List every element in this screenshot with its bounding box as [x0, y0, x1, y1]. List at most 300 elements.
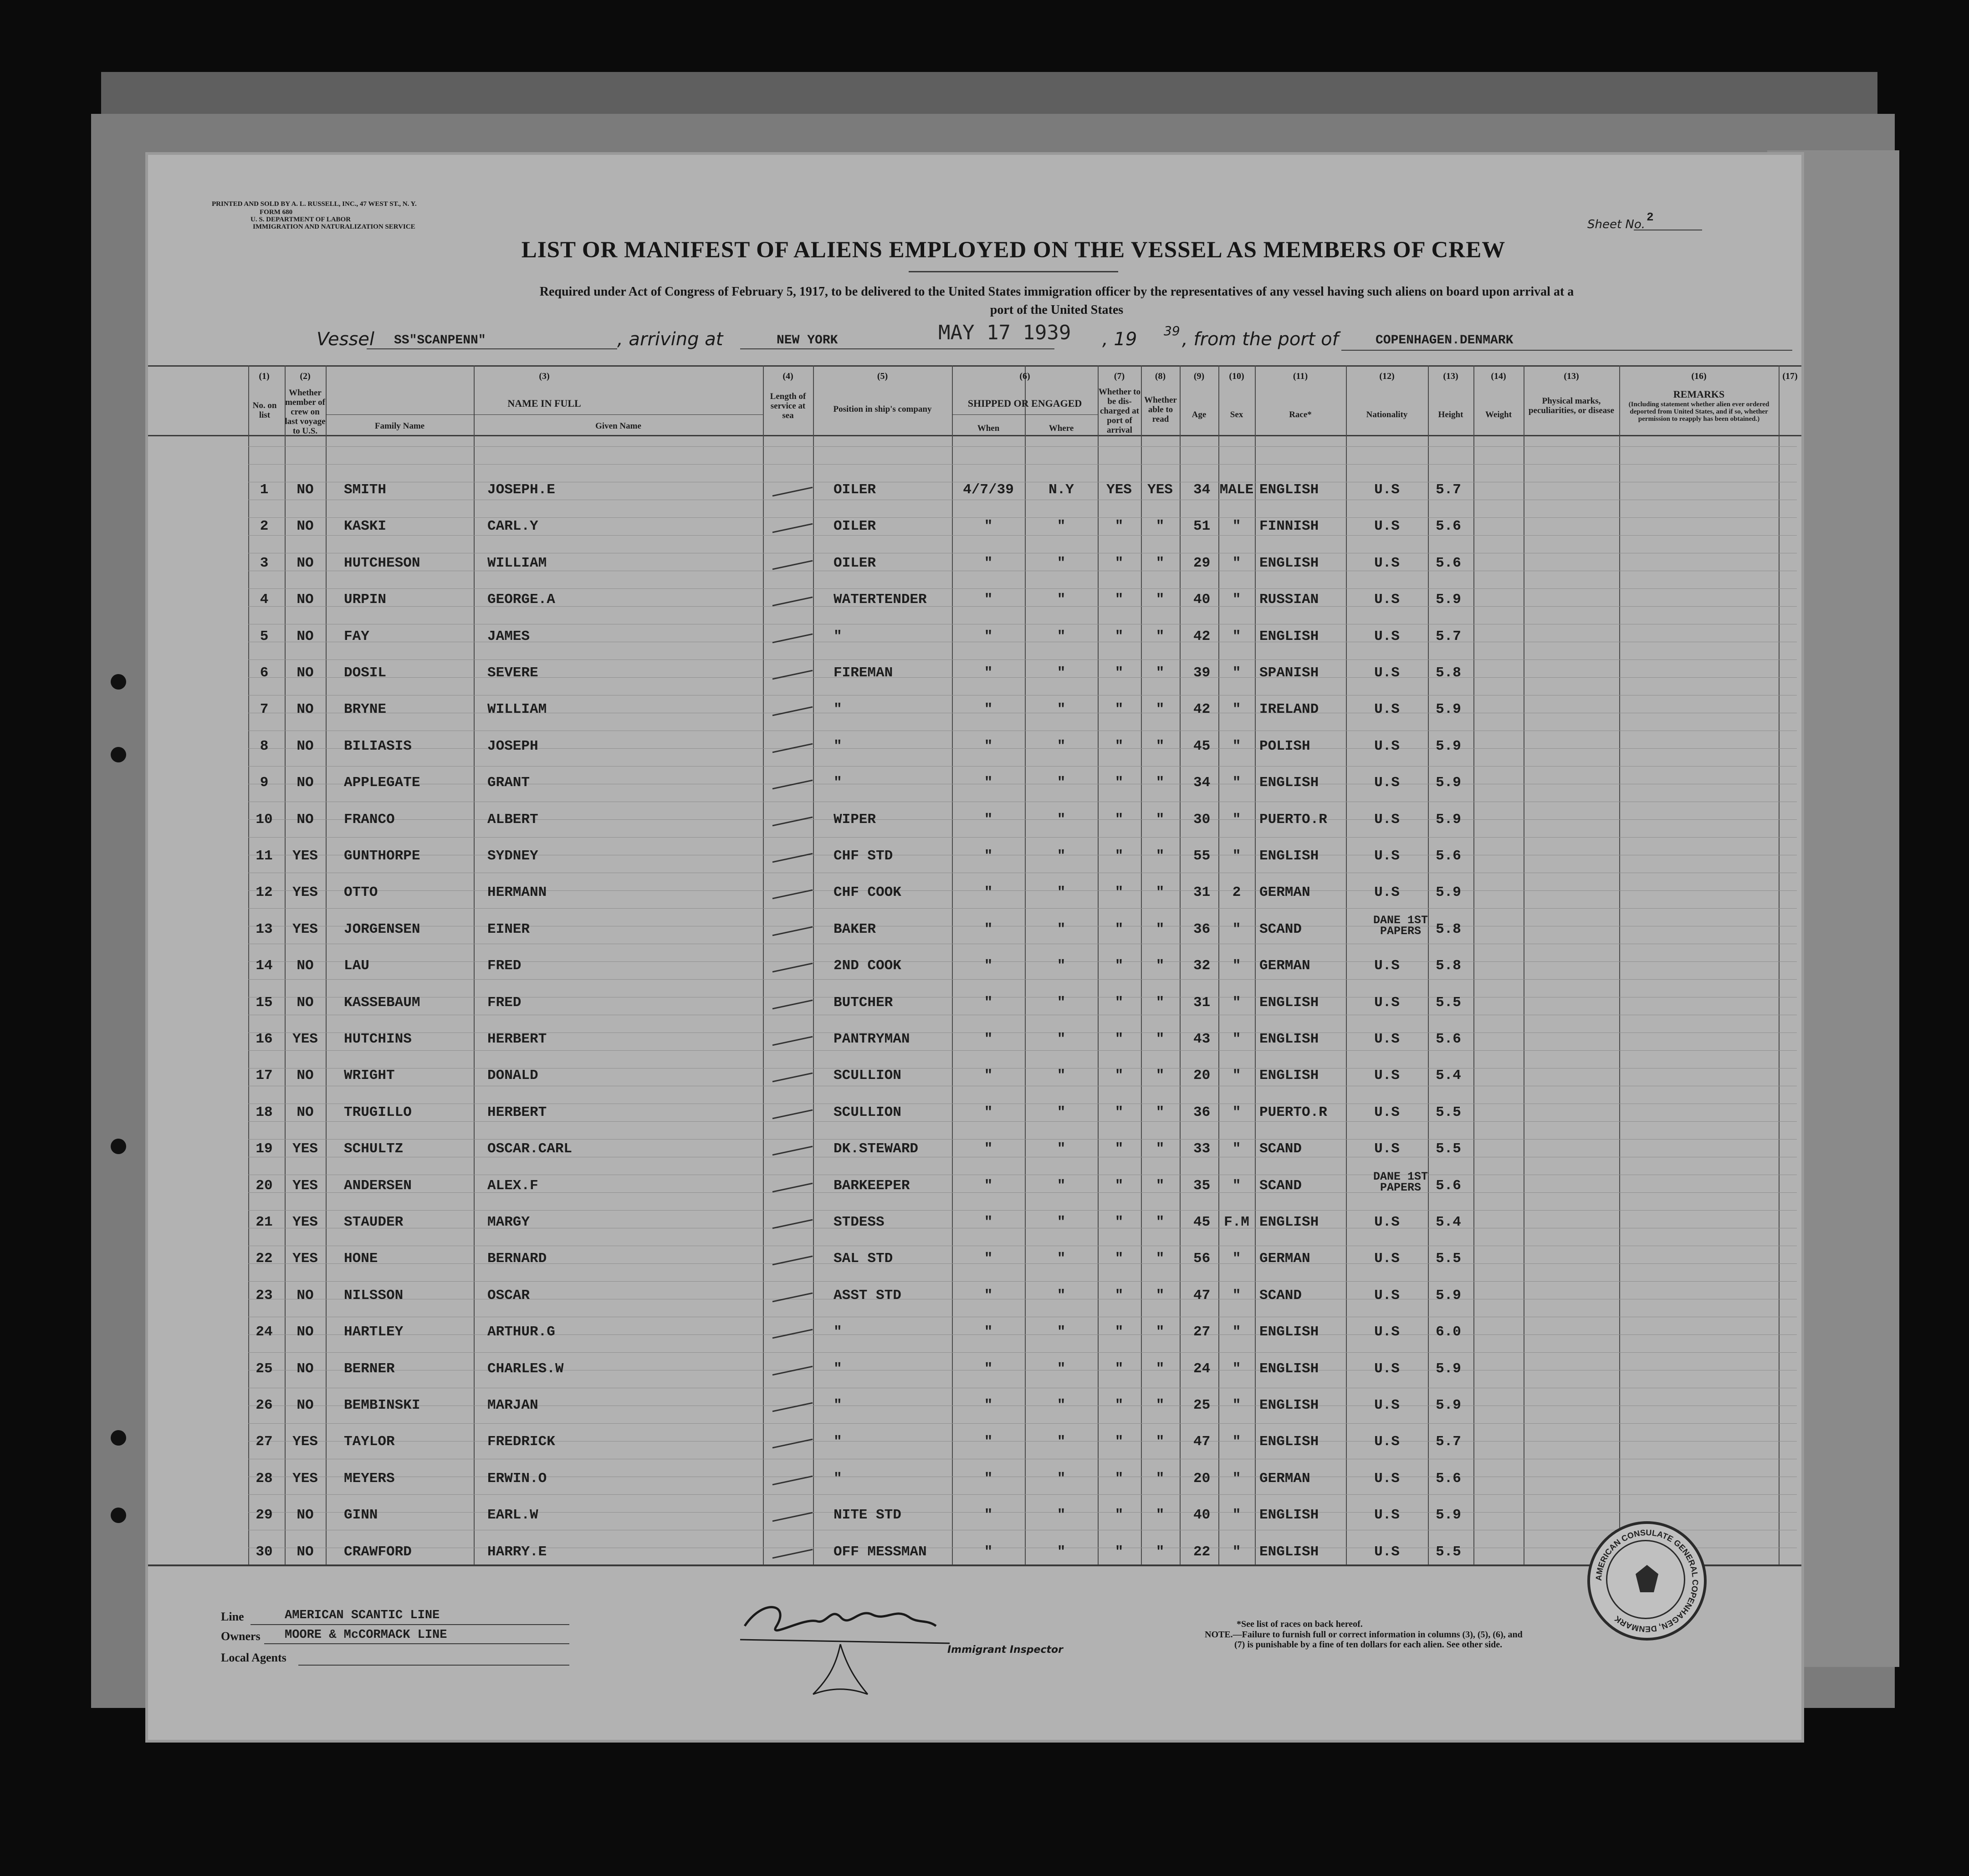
cell-row-number: 9 — [260, 775, 269, 791]
cell-able-to-read: " — [1156, 1177, 1165, 1194]
cell-position: CHF STD — [834, 848, 893, 864]
colnum-17: (17) — [1782, 371, 1798, 381]
service-tick-mark — [772, 1036, 813, 1046]
cell-sex: " — [1232, 1031, 1241, 1047]
cell-row-number: 5 — [260, 628, 269, 644]
cell-able-to-read: " — [1156, 1360, 1165, 1377]
cell-discharged: " — [1115, 884, 1124, 901]
cell-height: 5.9 — [1436, 738, 1461, 754]
cell-given-name: HERMANN — [487, 884, 547, 901]
cell-position: 2ND COOK — [834, 958, 901, 974]
cell-position: NITE STD — [834, 1507, 901, 1523]
colnum-15: (13) — [1564, 371, 1579, 381]
cell-age: 40 — [1193, 592, 1211, 608]
table-row — [148, 619, 1801, 654]
cell-family-name: SCHULTZ — [344, 1141, 404, 1157]
cell-height: 5.7 — [1436, 1434, 1461, 1450]
header-where: Where — [1048, 424, 1074, 433]
colnum-5: (5) — [877, 371, 888, 381]
table-row — [148, 1021, 1801, 1057]
cell-sex: F.M — [1224, 1214, 1249, 1230]
cell-row-number: 30 — [256, 1544, 273, 1560]
header-sex: Sex — [1230, 410, 1243, 419]
colnum-3: (3) — [539, 371, 550, 381]
cell-family-name: URPIN — [344, 592, 387, 608]
service-tick-mark — [772, 1512, 813, 1522]
cell-position: " — [834, 1324, 842, 1340]
cell-shipped-where: " — [1057, 518, 1066, 535]
cell-family-name: GINN — [344, 1507, 378, 1523]
cell-shipped-where: " — [1057, 1287, 1066, 1303]
cell-age: 40 — [1193, 1507, 1211, 1523]
header-prev-voyage: Whether member of crew on last voyage to U.S. — [285, 388, 326, 436]
cell-prev-voyage: NO — [297, 701, 314, 718]
cell-shipped-where: " — [1057, 1177, 1066, 1194]
cell-row-number: 19 — [256, 1141, 273, 1157]
cell-given-name: ALBERT — [487, 811, 538, 828]
cell-able-to-read: " — [1156, 1141, 1165, 1157]
cell-sex: " — [1232, 665, 1241, 681]
agents-label: Local Agents — [221, 1651, 286, 1664]
cell-given-name: DONALD — [487, 1068, 538, 1084]
cell-family-name: CRAWFORD — [344, 1544, 412, 1560]
cell-nationality: U.S — [1374, 738, 1400, 754]
cell-height: 5.6 — [1436, 1470, 1461, 1487]
cell-sex: " — [1232, 1507, 1241, 1523]
cell-sex: " — [1232, 1068, 1241, 1084]
page-title: LIST OR MANIFEST OF ALIENS EMPLOYED ON THE VESSEL AS MEMBERS OF CREW — [521, 237, 1506, 263]
cell-position: BUTCHER — [834, 994, 893, 1011]
service-tick-mark — [772, 1365, 813, 1375]
cell-height: 5.9 — [1436, 1287, 1461, 1303]
cell-prev-voyage: NO — [297, 592, 314, 608]
cell-race: ENGLISH — [1259, 555, 1319, 571]
colnum-2: (2) — [300, 371, 311, 381]
cell-family-name: WRIGHT — [344, 1068, 395, 1084]
cell-nationality: U.S — [1374, 1251, 1400, 1267]
cell-shipped-when: " — [984, 848, 993, 864]
colnum-1: (1) — [259, 371, 270, 381]
cell-row-number: 7 — [260, 701, 269, 718]
cell-race: PUERTO.R — [1259, 1104, 1327, 1120]
cell-age: 31 — [1193, 994, 1211, 1011]
cell-position: " — [834, 1397, 842, 1413]
cell-shipped-where: " — [1057, 1360, 1066, 1377]
cell-prev-voyage: NO — [297, 555, 314, 571]
cell-shipped-where: " — [1057, 738, 1066, 754]
cell-discharged: " — [1115, 1324, 1124, 1340]
punch-hole — [111, 674, 126, 690]
cell-shipped-when: " — [984, 628, 993, 644]
service-tick-mark — [772, 780, 813, 790]
cell-sex: " — [1232, 518, 1241, 535]
cell-race: GERMAN — [1259, 958, 1310, 974]
cell-family-name: BRYNE — [344, 701, 387, 718]
cell-prev-voyage: NO — [297, 994, 314, 1011]
cell-able-to-read: " — [1156, 775, 1165, 791]
cell-sex: " — [1232, 1251, 1241, 1267]
cell-row-number: 20 — [256, 1177, 273, 1194]
cell-position: " — [834, 1434, 842, 1450]
cell-able-to-read: " — [1156, 1397, 1165, 1413]
cell-shipped-when: " — [984, 1104, 993, 1120]
cell-shipped-when: " — [984, 518, 993, 535]
cell-race: ENGLISH — [1259, 1360, 1319, 1377]
from-label: , from the port of — [1182, 329, 1339, 350]
cell-family-name: KASKI — [344, 518, 387, 535]
table-row — [148, 765, 1801, 800]
cell-age: 43 — [1193, 1031, 1211, 1047]
header-nationality: Nationality — [1366, 410, 1408, 419]
cell-given-name: WILLIAM — [487, 701, 547, 718]
table-row — [148, 472, 1801, 507]
cell-prev-voyage: NO — [297, 738, 314, 754]
cell-able-to-read: " — [1156, 628, 1165, 644]
service-tick-mark — [772, 633, 813, 643]
cell-race: ENGLISH — [1259, 994, 1319, 1011]
cell-nationality: U.S — [1374, 1324, 1400, 1340]
cell-sex: " — [1232, 628, 1241, 644]
cell-race: SPANISH — [1259, 665, 1319, 681]
cell-able-to-read: " — [1156, 1324, 1165, 1340]
cell-position: OILER — [834, 482, 876, 498]
cell-row-number: 27 — [256, 1434, 273, 1450]
owners-underline — [264, 1643, 569, 1644]
cell-able-to-read: YES — [1147, 482, 1173, 498]
cell-row-number: 1 — [260, 482, 269, 498]
cell-nationality: U.S — [1374, 994, 1400, 1011]
cell-shipped-when: " — [984, 1360, 993, 1377]
cell-given-name: MARGY — [487, 1214, 530, 1230]
inspector-label: Immigrant Inspector — [947, 1644, 1063, 1656]
cell-prev-voyage: NO — [297, 518, 314, 535]
cell-discharged: " — [1115, 1214, 1124, 1230]
cell-shipped-where: " — [1057, 1141, 1066, 1157]
owners-label: Owners — [221, 1630, 261, 1643]
table-row — [148, 802, 1801, 837]
cell-shipped-where: " — [1057, 592, 1066, 608]
cell-prev-voyage: NO — [297, 958, 314, 974]
cell-able-to-read: " — [1156, 1434, 1165, 1450]
service-tick-mark — [772, 743, 813, 753]
cell-nationality: U.S — [1374, 775, 1400, 791]
colnum-10: (10) — [1229, 371, 1244, 381]
cell-discharged: " — [1115, 1507, 1124, 1523]
cell-family-name: KASSEBAUM — [344, 994, 420, 1011]
cell-family-name: BILIASIS — [344, 738, 412, 754]
cell-discharged: " — [1115, 1544, 1124, 1560]
cell-shipped-where: " — [1057, 958, 1066, 974]
cell-row-number: 26 — [256, 1397, 273, 1413]
cell-prev-voyage: NO — [297, 811, 314, 828]
service-tick-mark — [772, 1109, 813, 1119]
cell-race: SCAND — [1259, 1287, 1302, 1303]
colnum-16: (16) — [1691, 371, 1707, 381]
cell-shipped-when: " — [984, 1068, 993, 1084]
races-note: *See list of races on back hereof. — [1237, 1619, 1363, 1629]
cell-shipped-where: " — [1057, 1251, 1066, 1267]
cell-nationality: DANE 1ST PAPERS — [1373, 913, 1428, 938]
cell-nationality: U.S — [1374, 811, 1400, 828]
cell-sex: " — [1232, 1544, 1241, 1560]
cell-race: FINNISH — [1259, 518, 1319, 535]
cell-discharged: " — [1115, 1141, 1124, 1157]
cell-able-to-read: " — [1156, 921, 1165, 937]
cell-discharged: " — [1115, 1177, 1124, 1194]
cell-height: 5.9 — [1436, 811, 1461, 828]
service-tick-mark — [772, 816, 813, 826]
cell-nationality: U.S — [1374, 1214, 1400, 1230]
cell-discharged: " — [1115, 592, 1124, 608]
cell-given-name: SYDNEY — [487, 848, 538, 864]
cell-discharged: " — [1115, 1068, 1124, 1084]
cell-given-name: EINER — [487, 921, 530, 937]
cell-prev-voyage: YES — [292, 1470, 318, 1487]
cell-shipped-when: " — [984, 775, 993, 791]
header-length-of-service: Length of service at sea — [770, 392, 806, 420]
cell-shipped-when: " — [984, 1287, 993, 1303]
cell-discharged: " — [1115, 811, 1124, 828]
cell-able-to-read: " — [1156, 848, 1165, 864]
cell-row-number: 13 — [256, 921, 273, 937]
vessel-underline — [367, 348, 617, 349]
cell-nationality: U.S — [1374, 1434, 1400, 1450]
cell-family-name: FRANCO — [344, 811, 395, 828]
cell-sex: " — [1232, 592, 1241, 608]
cell-family-name: STAUDER — [344, 1214, 404, 1230]
header-bottom-rule — [148, 435, 1801, 436]
header-given-name: Given Name — [595, 421, 641, 431]
cell-prev-voyage: NO — [297, 482, 314, 498]
cell-shipped-where: " — [1057, 1324, 1066, 1340]
cell-shipped-when: " — [984, 738, 993, 754]
cell-given-name: CARL.Y — [487, 518, 538, 535]
service-tick-mark — [772, 1402, 813, 1412]
cell-race: GERMAN — [1259, 1251, 1310, 1267]
ruled-line — [248, 446, 1797, 447]
ruled-line — [248, 464, 1797, 465]
header-when: When — [977, 424, 1000, 433]
cell-given-name: EARL.W — [487, 1507, 538, 1523]
shipped-subrule — [952, 414, 1098, 415]
cell-nationality: U.S — [1374, 555, 1400, 571]
cell-shipped-where: N.Y — [1048, 482, 1074, 498]
cell-shipped-where: " — [1057, 1214, 1066, 1230]
year-suffix: 39 — [1164, 323, 1180, 338]
cell-sex: " — [1232, 958, 1241, 974]
cell-position: " — [834, 1360, 842, 1377]
cell-discharged: " — [1115, 958, 1124, 974]
svg-text:AMERICAN CONSULATE GENERAL COP: AMERICAN CONSULATE GENERAL COPENHAGEN, DENMARK — [1594, 1528, 1700, 1634]
header-remarks-note: (Including statement whether alien ever ordered deported from United States, and if so, whether permission to reapply has been obtained.) — [1628, 401, 1770, 423]
cell-sex: " — [1232, 701, 1241, 718]
cell-age: 56 — [1193, 1251, 1211, 1267]
header-remarks: REMARKS — [1673, 388, 1725, 400]
cell-height: 5.5 — [1436, 994, 1461, 1011]
cell-race: ENGLISH — [1259, 1507, 1319, 1523]
cell-race: SCAND — [1259, 921, 1302, 937]
cell-age: 33 — [1193, 1141, 1211, 1157]
colnum-13: (13) — [1443, 371, 1458, 381]
cell-able-to-read: " — [1156, 884, 1165, 901]
arrival-port: NEW YORK — [777, 333, 838, 348]
cell-sex: 2 — [1232, 884, 1241, 901]
service-tick-mark — [772, 1549, 813, 1559]
cell-discharged: " — [1115, 1434, 1124, 1450]
cell-family-name: ANDERSEN — [344, 1177, 412, 1194]
cell-height: 5.6 — [1436, 518, 1461, 535]
cell-position: CHF COOK — [834, 884, 901, 901]
cell-age: 51 — [1193, 518, 1211, 535]
cell-position: WATERTENDER — [834, 592, 927, 608]
cell-shipped-when: " — [984, 1177, 993, 1194]
cell-shipped-where: " — [1057, 811, 1066, 828]
cell-nationality: U.S — [1374, 518, 1400, 535]
cell-sex: " — [1232, 555, 1241, 571]
subtitle: Required under Act of Congress of February 5, 1917, to be delivered to the United States immigration officer by the representatives of any vessel having such aliens on board upon arrival at a — [539, 285, 1574, 299]
cell-sex: " — [1232, 1104, 1241, 1120]
cell-shipped-where: " — [1057, 1104, 1066, 1120]
cell-discharged: " — [1115, 518, 1124, 535]
cell-height: 5.9 — [1436, 592, 1461, 608]
cell-shipped-where: " — [1057, 1507, 1066, 1523]
cell-sex: " — [1232, 1470, 1241, 1487]
cell-prev-voyage: YES — [292, 1434, 318, 1450]
cell-age: 22 — [1193, 1544, 1211, 1560]
header-weight: Weight — [1485, 410, 1512, 419]
cell-age: 55 — [1193, 848, 1211, 864]
cell-able-to-read: " — [1156, 701, 1165, 718]
agents-underline — [298, 1665, 569, 1666]
cell-prev-voyage: YES — [292, 1031, 318, 1047]
cell-sex: " — [1232, 1434, 1241, 1450]
cell-discharged: " — [1115, 1251, 1124, 1267]
cell-prev-voyage: YES — [292, 884, 318, 901]
cell-shipped-when: " — [984, 1031, 993, 1047]
cell-discharged: " — [1115, 1470, 1124, 1487]
cell-discharged: " — [1115, 848, 1124, 864]
cell-height: 5.6 — [1436, 1031, 1461, 1047]
cell-shipped-where: " — [1057, 628, 1066, 644]
table-row — [148, 1131, 1801, 1166]
cell-race: IRELAND — [1259, 701, 1319, 718]
subtitle-line2: port of the United States — [990, 303, 1124, 317]
cell-nationality: U.S — [1374, 848, 1400, 864]
table-row — [148, 1314, 1801, 1349]
cell-shipped-when: " — [984, 665, 993, 681]
cell-discharged: " — [1115, 555, 1124, 571]
cell-shipped-when: " — [984, 1324, 993, 1340]
cell-race: ENGLISH — [1259, 775, 1319, 791]
cell-prev-voyage: YES — [292, 848, 318, 864]
cell-race: SCAND — [1259, 1141, 1302, 1157]
cell-given-name: ALEX.F — [487, 1177, 538, 1194]
line-value: AMERICAN SCANTIC LINE — [285, 1609, 440, 1622]
cell-nationality: U.S — [1374, 1104, 1400, 1120]
cell-able-to-read: " — [1156, 592, 1165, 608]
cell-height: 5.4 — [1436, 1214, 1461, 1230]
service-tick-mark — [772, 597, 813, 607]
header-race: Race* — [1289, 410, 1312, 419]
cell-shipped-when: " — [984, 811, 993, 828]
cell-able-to-read: " — [1156, 994, 1165, 1011]
cell-discharged: " — [1115, 1031, 1124, 1047]
cell-position: SAL STD — [834, 1251, 893, 1267]
cell-family-name: GUNTHORPE — [344, 848, 420, 864]
cell-given-name: BERNARD — [487, 1251, 547, 1267]
table-row — [148, 1387, 1801, 1423]
punch-hole — [111, 1508, 126, 1523]
table-row — [148, 838, 1801, 874]
cell-sex: " — [1232, 811, 1241, 828]
cell-shipped-where: " — [1057, 994, 1066, 1011]
cell-given-name: HERBERT — [487, 1104, 547, 1120]
cell-shipped-where: " — [1057, 921, 1066, 937]
table-row — [148, 948, 1801, 983]
cell-prev-voyage: NO — [297, 1507, 314, 1523]
cell-age: 45 — [1193, 738, 1211, 754]
service-tick-mark — [772, 1256, 813, 1266]
cell-nationality: U.S — [1374, 1031, 1400, 1047]
cell-shipped-where: " — [1057, 848, 1066, 864]
cell-nationality: DANE 1ST PAPERS — [1373, 1170, 1428, 1194]
cell-age: 20 — [1193, 1068, 1211, 1084]
cell-age: 42 — [1193, 701, 1211, 718]
cell-family-name: MEYERS — [344, 1470, 395, 1487]
cell-shipped-when: " — [984, 1251, 993, 1267]
cell-given-name: JAMES — [487, 628, 530, 644]
cell-able-to-read: " — [1156, 1470, 1165, 1487]
table-row — [148, 508, 1801, 544]
cell-given-name: FREDRICK — [487, 1434, 555, 1450]
table-row — [148, 691, 1801, 727]
cell-race: SCAND — [1259, 1177, 1302, 1194]
cell-family-name: FAY — [344, 628, 369, 644]
table-row — [148, 1168, 1801, 1203]
header-age: Age — [1192, 410, 1207, 419]
owners-value: MOORE & McCORMACK LINE — [285, 1628, 447, 1642]
cell-prev-voyage: YES — [292, 1214, 318, 1230]
cell-prev-voyage: YES — [292, 1141, 318, 1157]
cell-age: 34 — [1193, 775, 1211, 791]
arrival-underline — [740, 348, 1054, 349]
cell-height: 5.6 — [1436, 555, 1461, 571]
cell-height: 5.6 — [1436, 1177, 1461, 1194]
cell-discharged: " — [1115, 701, 1124, 718]
cell-sex: " — [1232, 848, 1241, 864]
cell-given-name: ERWIN.O — [487, 1470, 547, 1487]
service-tick-mark — [772, 963, 813, 973]
cell-age: 47 — [1193, 1287, 1211, 1303]
table-row — [148, 545, 1801, 581]
header-able-to-read: Whether able to read — [1144, 395, 1177, 424]
cell-nationality: U.S — [1374, 1397, 1400, 1413]
cell-age: 34 — [1193, 482, 1211, 498]
cell-row-number: 12 — [256, 884, 273, 901]
cell-row-number: 16 — [256, 1031, 273, 1047]
cell-shipped-where: " — [1057, 555, 1066, 571]
service-tick-mark — [772, 1329, 813, 1339]
vessel-label: Vessel — [317, 329, 375, 350]
cell-row-number: 10 — [256, 811, 273, 828]
cell-age: 25 — [1193, 1397, 1211, 1413]
table-row — [148, 1424, 1801, 1459]
cell-prev-voyage: NO — [297, 1397, 314, 1413]
cell-age: 42 — [1193, 628, 1211, 644]
cell-family-name: BERNER — [344, 1360, 395, 1377]
cell-height: 5.9 — [1436, 884, 1461, 901]
cell-discharged: " — [1115, 775, 1124, 791]
